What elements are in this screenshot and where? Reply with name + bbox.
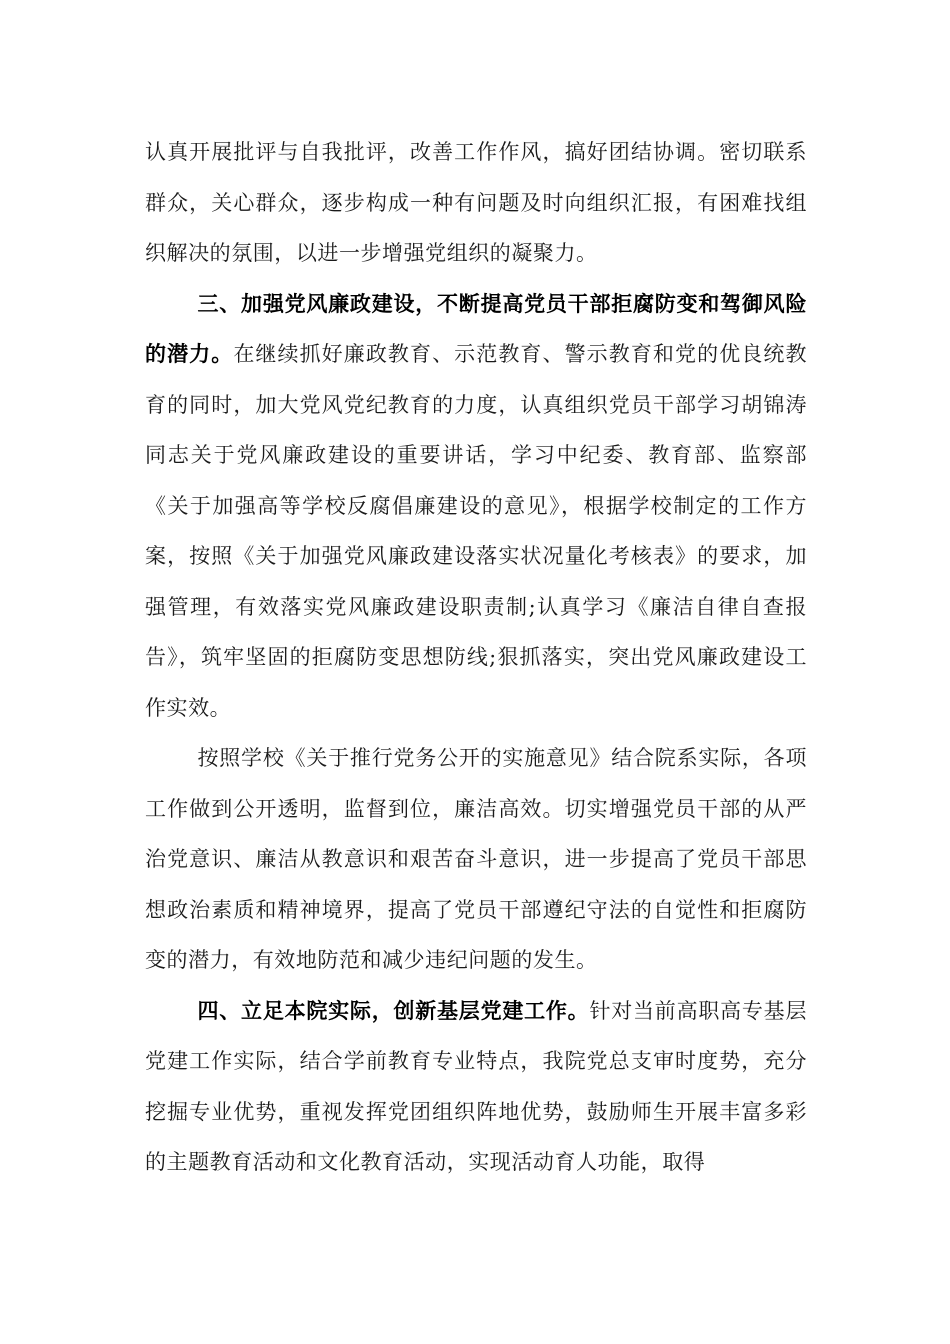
paragraph-4	[145, 986, 807, 1188]
paragraph-4-text: 针对当前高职高专基层党建工作实际，结合学前教育专业特点，我院党总支审时度势，充分挖掘专业优势，重视发挥党团组织阵地优势，鼓励师生开展丰富多彩的主题教育活动和文化教育活动，实现活动育人功能，取得	[145, 998, 807, 1174]
paragraph-2-text: 在继续抓好廉政教育、示范教育、警示教育和党的优良统教育的同时，加大党风党纪教育的力度，认真组织党员干部学习胡锦涛同志关于党风廉政建设的重要讲话，学习中纪委、教育部、监察部《关于加强高等学校反腐倡廉建设的意见》，根据学校制定的工作方案，按照《关于加强党风廉政建设落实状况量化考核表》的要求，加强管理，有效落实党风廉政建设职责制;认真学习《廉洁自律自查报告》，筑牢坚固的拒腐防变思想防线;狠抓落实，突出党风廉政建设工作实效。	[145, 342, 807, 720]
section-heading-4: 四、立足本院实际，创新基层党建工作。	[197, 997, 590, 1023]
paragraph-1-text: 认真开展批评与自我批评，改善工作作风，搞好团结协调。密切联系群众，关心群众，逐步构成一种有问题及时向组织汇报，有困难找组织解决的氛围，以进一步增强党组织的凝聚力。	[145, 140, 807, 265]
paragraph-1	[145, 127, 807, 279]
paragraph-3	[145, 733, 807, 986]
paragraph-3-text: 按照学校《关于推行党务公开的实施意见》结合院系实际，各项工作做到公开透明，监督到位，廉洁高效。切实增强党员干部的从严治党意识、廉洁从教意识和艰苦奋斗意识，进一步提高了党员干部思想政治素质和精神境界，提高了党员干部遵纪守法的自觉性和拒腐防变的潜力，有效地防范和减少违纪问题的发生。	[145, 746, 807, 972]
section-heading-3: 三、加强党风廉政建设，不断提高党员干部拒腐防变和驾御风险的潜力。	[145, 290, 807, 366]
document-body	[145, 127, 807, 1188]
paragraph-2	[145, 279, 807, 734]
